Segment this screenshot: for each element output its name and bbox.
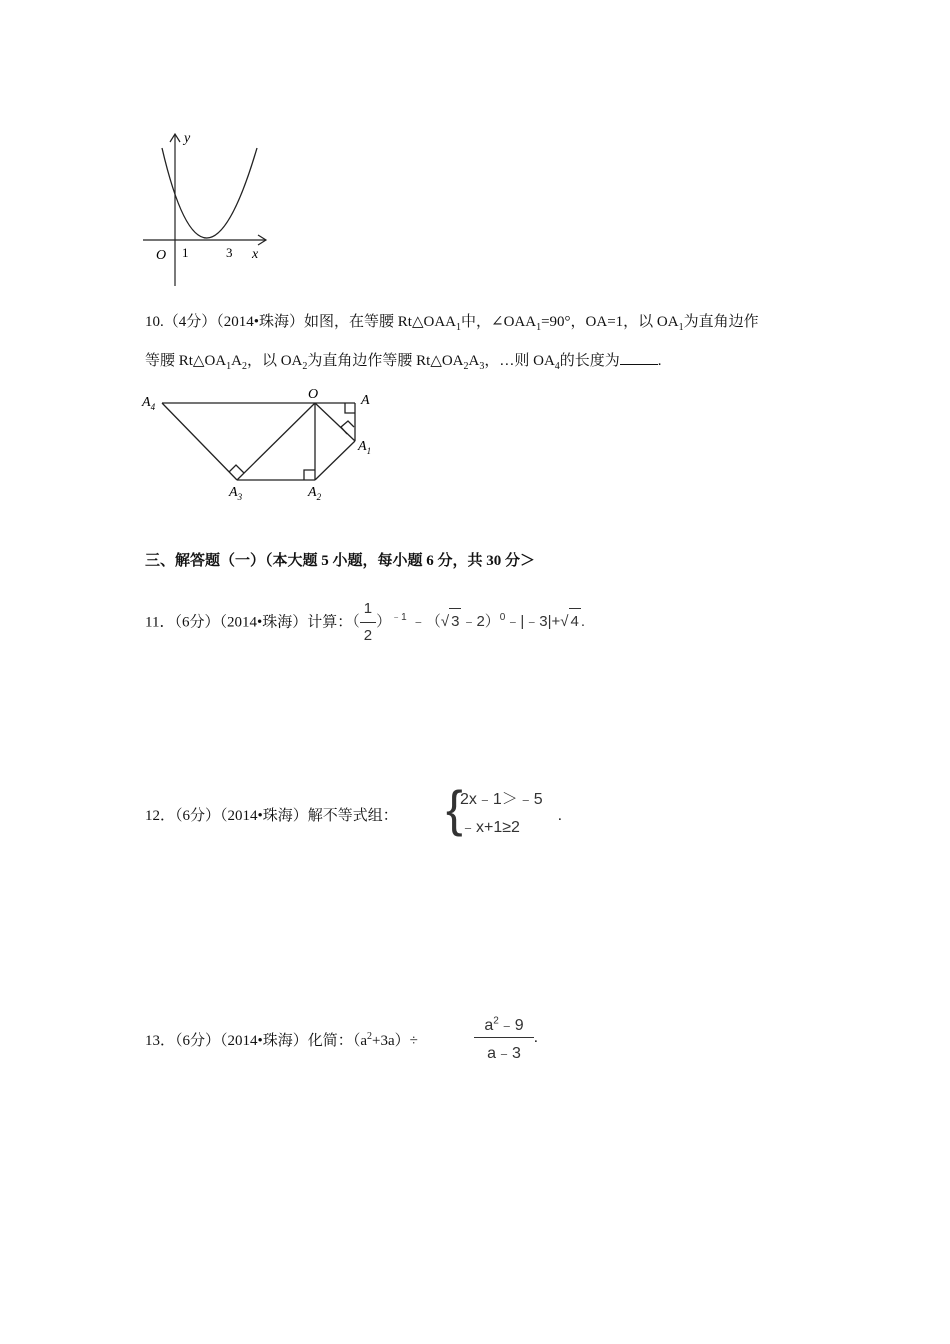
question-score: （6分） (175, 1033, 221, 1049)
question-source: （2014•珠海） (220, 808, 308, 824)
question-text: 为直角边作等腰 Rt△OA (307, 353, 464, 369)
question-number: 13． (145, 1033, 176, 1049)
sqrt-4: 4 (569, 608, 581, 635)
segment-O-A3 (237, 403, 315, 480)
fraction-denominator: a﹣3 (487, 1045, 521, 1062)
label-A2: $A_2$ (308, 485, 322, 502)
section-3-heading: 三、解答题（一）（本大题 5 小题，每小题 6 分，共 30 分＞ (145, 553, 536, 569)
parabola-graph (140, 128, 275, 288)
answer-blank[interactable] (620, 350, 658, 365)
question-11 (145, 596, 585, 649)
question-number: 10 (145, 314, 160, 330)
question-text: 为直角边作 (683, 314, 759, 330)
question-text: A (468, 353, 480, 369)
question-text: ，以 OA (246, 353, 303, 369)
triangle-figure (140, 384, 385, 504)
question-text: A (231, 353, 242, 369)
fraction-one-half: $\frac{1}{2}$ (360, 596, 376, 649)
x-axis-label: x (252, 247, 259, 262)
question-end: . (558, 808, 562, 824)
fraction-numerator: $a^2﹣9$ (474, 1012, 534, 1038)
question-score: （6分） (175, 808, 221, 824)
question-text: =90°，OA=1，以 OA (541, 314, 679, 330)
right-angle-mark-A3 (229, 465, 244, 473)
question-source: （2014•珠海） (219, 614, 308, 631)
label-A1: $A_1$ (358, 439, 372, 456)
label-O: O (308, 387, 319, 402)
left-brace: { (446, 781, 463, 837)
inequality-2: ﹣x+1≥2 (460, 819, 520, 836)
fraction-a2-9-over-a-3 (474, 1012, 534, 1063)
inequality-1: 2x﹣1＞﹣5 (460, 791, 543, 808)
question-score: （4分） (163, 314, 217, 330)
question-source: （2014•珠海） (220, 1033, 308, 1049)
y-axis-label: y (184, 131, 191, 146)
math-expression: （ $\frac{1}{2}$ ）$^{﹣1}$ ﹣（√ 3 ﹣2）$^0$﹣|﹣3|+√ 4 . (352, 613, 585, 630)
question-10-line-2: 等腰 $Rt\triangle OA_1A_2$，以 $OA_2$为直角边作等腰 $Rt\triangle OA_2A_3$，…则 $OA_4$的长度为 . (145, 350, 662, 377)
question-text: 如图，在等腰 Rt△OAA (304, 314, 456, 330)
question-score: （6分） (174, 614, 220, 631)
question-13: 13．（6分）（2014•珠海）化简：$(a^2+3a)\div$ (145, 1031, 418, 1049)
parabola-curve (162, 148, 257, 238)
question-10-line-1: 10.（4分）（2014•珠海）如图，在等腰 $Rt\triangle OAA_1$中，$\angle OAA_1=90^\circ$，OA=1，以 $OA_1$为直角边作 (145, 314, 759, 333)
label-A4: $A_4$ (142, 395, 156, 412)
tick-label-3: 3 (226, 245, 233, 260)
question-number: 12． (145, 808, 176, 824)
math-expression: +3a）÷ (371, 1033, 418, 1049)
origin-label: O (156, 248, 167, 263)
tick-label-1: 1 (182, 245, 189, 260)
question-text: 中，∠OAA (461, 314, 537, 330)
question-prompt: 化简： (307, 1033, 353, 1049)
label-A: A (361, 393, 370, 408)
question-prompt: 解不等式组： (307, 808, 398, 824)
segment-A4-A3 (162, 403, 237, 480)
question-text: ，…则 OA (484, 353, 555, 369)
question-12 (145, 806, 398, 826)
right-angle-mark-A2 (304, 470, 315, 480)
sqrt-3: 3 (449, 608, 461, 635)
label-A3: $A_3$ (229, 485, 243, 502)
question-text: 等腰 Rt△OA (145, 353, 227, 369)
right-angle-mark-A (345, 403, 355, 413)
question-number: 11． (145, 614, 175, 631)
math-expression: （a (352, 1033, 367, 1049)
question-source: （2014•珠海） (216, 314, 305, 330)
question-end: . (534, 1030, 538, 1046)
segment-A2-A1 (315, 441, 355, 480)
question-prompt: 计算： (307, 614, 353, 631)
question-text: . (657, 353, 662, 369)
question-text: 的长度为 (559, 353, 620, 369)
right-angle-mark-A1 (341, 421, 354, 434)
